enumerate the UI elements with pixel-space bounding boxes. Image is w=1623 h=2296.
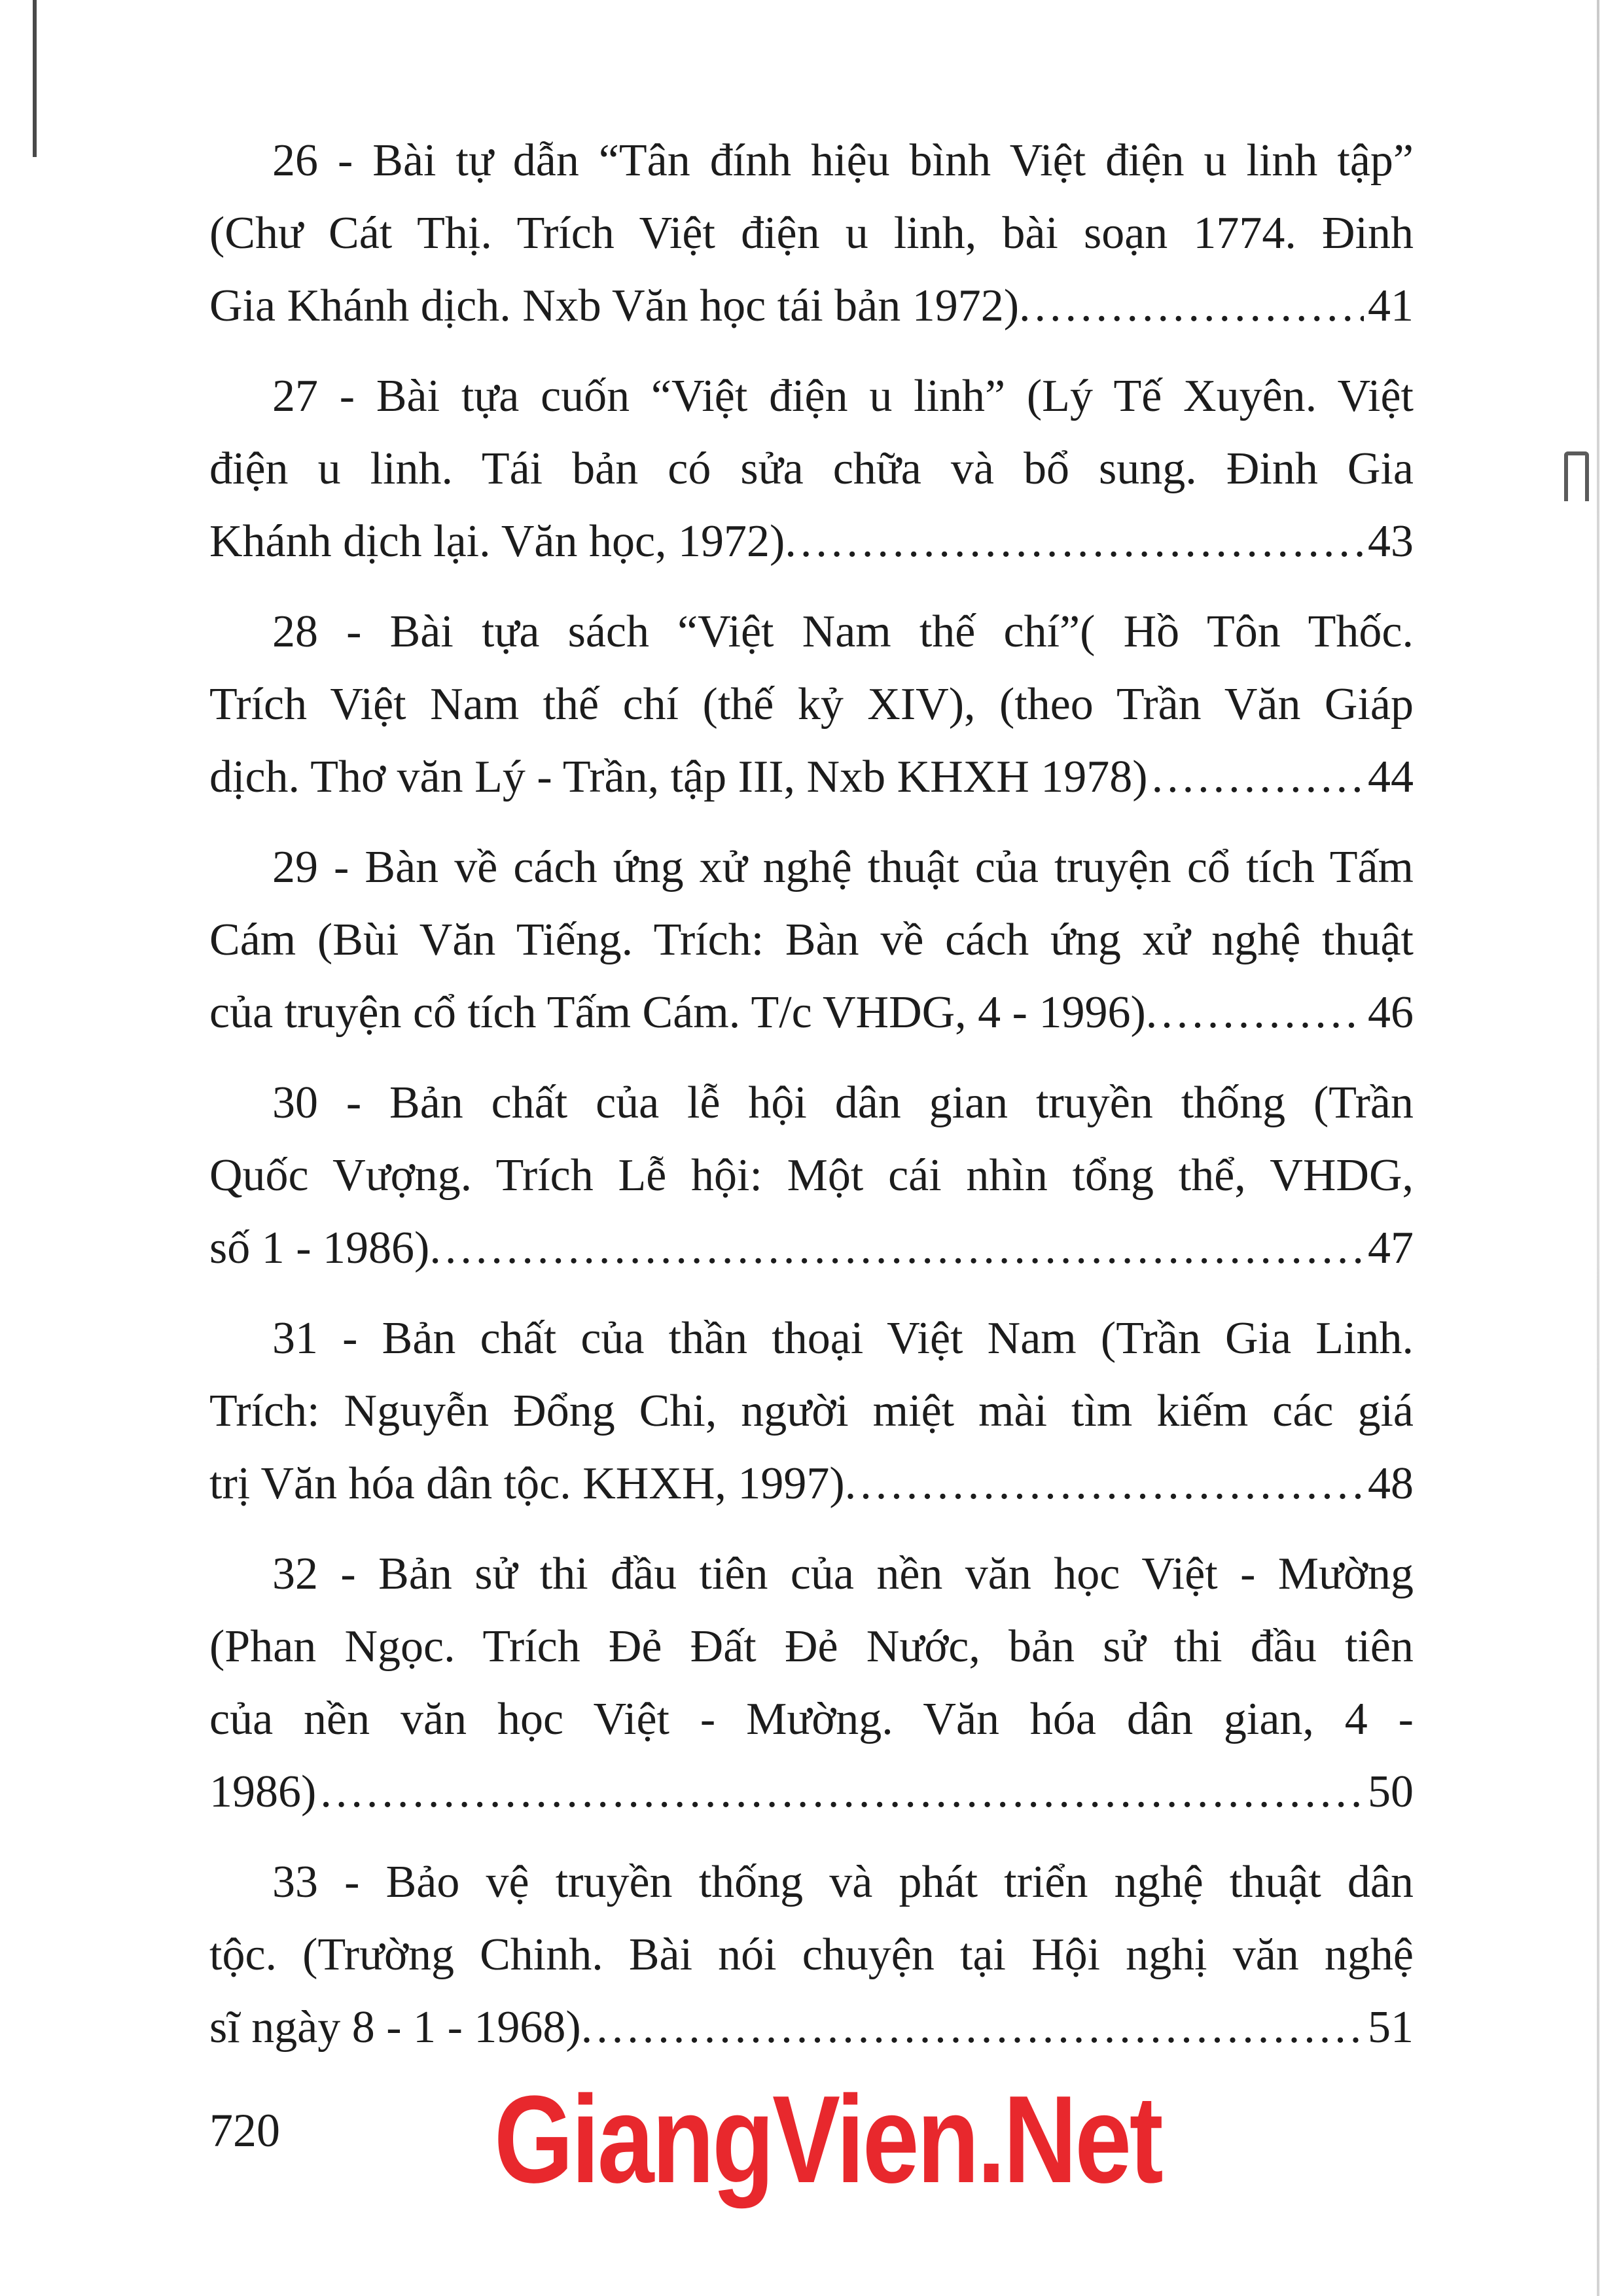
dot-leader — [1152, 741, 1364, 813]
toc-entry — [209, 1538, 1414, 1828]
toc-entry-line: (Chư Cát Thị. Trích Việt điện u linh, bài soạn 1774. Đinh — [209, 208, 1414, 258]
toc-entry-page: 44 — [1368, 752, 1414, 802]
toc-entry-tail: số 1 - 1986). — [209, 1223, 441, 1273]
toc-entry-line: 31 - Bản chất của thần thoại Việt Nam (Trần Gia Linh. — [272, 1313, 1414, 1364]
toc-entry — [209, 1846, 1414, 2064]
page-number: 720 — [209, 2104, 280, 2157]
scan-edge-right — [1597, 0, 1599, 2296]
toc-entry-line: Quốc Vượng. Trích Lễ hội: Một cái nhìn tổng thể, VHDG, — [209, 1150, 1414, 1201]
watermark-text: GiangVien.Net — [494, 2070, 1162, 2209]
toc-entry-page: 47 — [1368, 1223, 1414, 1273]
toc-entry-page: 48 — [1368, 1458, 1414, 1509]
dot-leader — [445, 1212, 1364, 1284]
toc-entry-line: 32 - Bản sử thi đầu tiên của nền văn học Việt - Mường — [272, 1549, 1414, 1599]
toc-entry-line: Trích Việt Nam thế chí (thế kỷ XIV), (theo Trần Văn Giáp — [209, 679, 1414, 730]
toc-entry-line: điện u linh. Tái bản có sửa chữa và bổ sung. Đinh Gia — [209, 444, 1414, 494]
toc-entry — [209, 360, 1414, 578]
toc-entry-last-line — [209, 976, 1414, 1049]
toc-entry-tail: của truyện cổ tích Tấm Cám. T/c VHDG, 4 - 1996). — [209, 987, 1158, 1038]
toc-entry-line: của nền văn học Việt - Mường. Văn hóa dân gian, 4 - — [209, 1694, 1414, 1744]
toc-entry-line: Cám (Bùi Văn Tiếng. Trích: Bàn về cách ứng xử nghệ thuật — [209, 915, 1414, 965]
toc-entry — [209, 831, 1414, 1049]
toc-entry-line: 29 - Bàn về cách ứng xử nghệ thuật của truyện cổ tích Tấm — [272, 842, 1414, 892]
toc-entry-last-line — [209, 741, 1414, 813]
toc-entry-tail: trị Văn hóa dân tộc. KHXH, 1997). — [209, 1458, 857, 1509]
toc-entry-line: 33 - Bảo vệ truyền thống và phát triển nghệ thuật dân — [272, 1857, 1414, 1907]
scan-margin-mark — [1564, 451, 1589, 501]
toc-entry-last-line — [209, 505, 1414, 578]
toc-entry-line: 27 - Bài tựa cuốn “Việt điện u linh” (Lý Tế Xuyên. Việt — [272, 371, 1414, 421]
toc-entry-page: 46 — [1368, 987, 1414, 1038]
toc-entry — [209, 124, 1414, 342]
toc-entry-tail: Gia Khánh dịch. Nxb Văn học tái bản 1972). — [209, 281, 1031, 331]
toc-entry-page: 41 — [1368, 281, 1414, 331]
toc-entry-line: 26 - Bài tự dẫn “Tân đính hiệu bình Việt điện u linh tập” — [272, 135, 1414, 186]
toc-entry-line: 28 - Bài tựa sách “Việt Nam thế chí”( Hồ Tôn Thốc. — [272, 607, 1414, 657]
toc-entry-last-line — [209, 1212, 1414, 1284]
toc-entry-last-line — [209, 1756, 1414, 1828]
dot-leader — [320, 1756, 1364, 1828]
toc-entry-tail: sĩ ngày 8 - 1 - 1968). — [209, 2002, 593, 2053]
table-of-contents — [209, 124, 1414, 2081]
toc-entry-last-line — [209, 270, 1414, 342]
toc-entry-tail: dịch. Thơ văn Lý - Trần, tập III, Nxb KHXH 1978) — [209, 752, 1148, 802]
toc-entry-page: 50 — [1368, 1767, 1414, 1817]
dot-leader — [596, 1991, 1364, 2064]
dot-leader — [1161, 976, 1364, 1049]
toc-entry — [209, 1067, 1414, 1284]
dot-leader — [800, 505, 1364, 578]
toc-entry-last-line — [209, 1447, 1414, 1520]
dot-leader — [860, 1447, 1364, 1520]
dot-leader — [1035, 270, 1364, 342]
toc-entry-line: Trích: Nguyễn Đổng Chi, người miệt mài tìm kiếm các giá — [209, 1386, 1414, 1436]
toc-entry-line: (Phan Ngọc. Trích Đẻ Đất Đẻ Nước, bản sử thi đầu tiên — [209, 1621, 1414, 1672]
toc-entry — [209, 1302, 1414, 1520]
toc-entry-line: 30 - Bản chất của lễ hội dân gian truyền thống (Trần — [272, 1078, 1414, 1128]
scan-edge-left — [33, 0, 37, 157]
toc-entry — [209, 595, 1414, 813]
toc-entry-page: 51 — [1368, 2002, 1414, 2053]
toc-entry-tail: 1986) — [209, 1767, 317, 1817]
toc-entry-line: tộc. (Trường Chinh. Bài nói chuyện tại Hội nghị văn nghệ — [209, 1930, 1414, 1980]
toc-entry-tail: Khánh dịch lại. Văn học, 1972). — [209, 516, 796, 567]
toc-entry-last-line — [209, 1991, 1414, 2064]
toc-entry-page: 43 — [1368, 516, 1414, 567]
